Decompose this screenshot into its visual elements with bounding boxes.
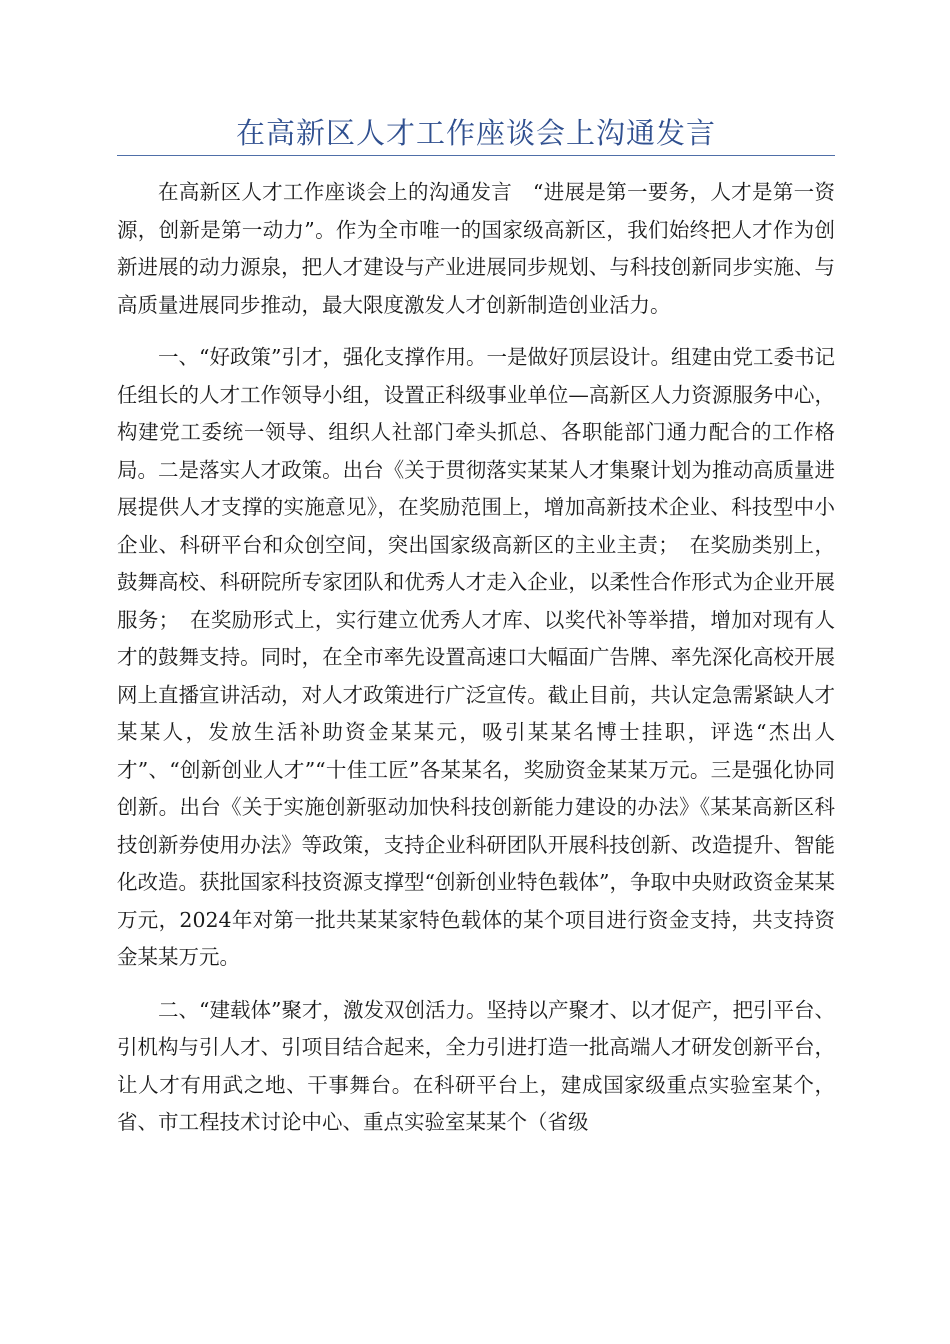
paragraph-section-2: 二、“建载体”聚才，激发双创活力。坚持以产聚才、以才促产，把引平台、引机构与引人才、引项目结合起来，全力引进打造一批高端人才研发创新平台，让人才有用武之地、干事舞台。在科研平台上，建成国家级重点实验室某个，省、市工程技术讨论中心、重点实验室某某个（省级: [117, 997, 835, 1134]
document-body: [117, 174, 835, 1157]
paragraph-intro: 在高新区人才工作座谈会上的沟通发言 “进展是第一要务，人才是第一资源，创新是第一动力”。作为全市唯一的国家级高新区，我们始终把人才作为创新进展的动力源泉，把人才建设与产业进展同步规划、与科技创新同步实施、与高质量进展同步推动，最大限度激发人才创新制造创业活力。: [117, 180, 835, 317]
title-underline: [117, 155, 835, 156]
document-title: 在高新区人才工作座谈会上沟通发言: [235, 116, 716, 150]
paragraph-section-1: 一、“好政策”引才，强化支撑作用。一是做好顶层设计。组建由党工委书记任组长的人才工作领导小组，设置正科级事业单位—高新区人力资源服务中心，构建党工委统一领导、组织人社部门牵头抓总、各职能部门通力配合的工作格局。二是落实人才政策。出台《关于贯彻落实某某人才集聚计划为推动高质量进展提供人才支撑的实施意见》，在奖励范围上，增加高新技术企业、科技型中小企业、科研平台和众创空间，突出国家级高新区的主业主责； 在奖励类别上，鼓舞高校、科研院所专家团队和优秀人才走入企业，以柔性合作形式为企业开展服务； 在奖励形式上，实行建立优秀人才库、以奖代补等举措，增加对现有人才的鼓舞支持。同时，在全市率先设置高速口大幅面广告牌、率先深化高校开展网上直播宣讲活动，对人才政策进行广泛宣传。截止目前，共认定急需紧缺人才某某人，发放生活补助资金某某元，吸引某某名博士挂职，评选“杰出人才”、“创新创业人才”“十佳工匠”各某某名，奖励资金某某万元。三是强化协同创新。出台《关于实施创新驱动加快科技创新能力建设的办法》《某某高新区科技创新券使用办法》等政策，支持企业科研团队开展科技创新、改造提升、智能化改造。获批国家科技资源支撑型“创新创业特色载体”，争取中央财政资金某某万元，2024年对第一批共某某家特色载体的某个项目进行资金支持，共支持资金某某万元。: [117, 345, 835, 969]
